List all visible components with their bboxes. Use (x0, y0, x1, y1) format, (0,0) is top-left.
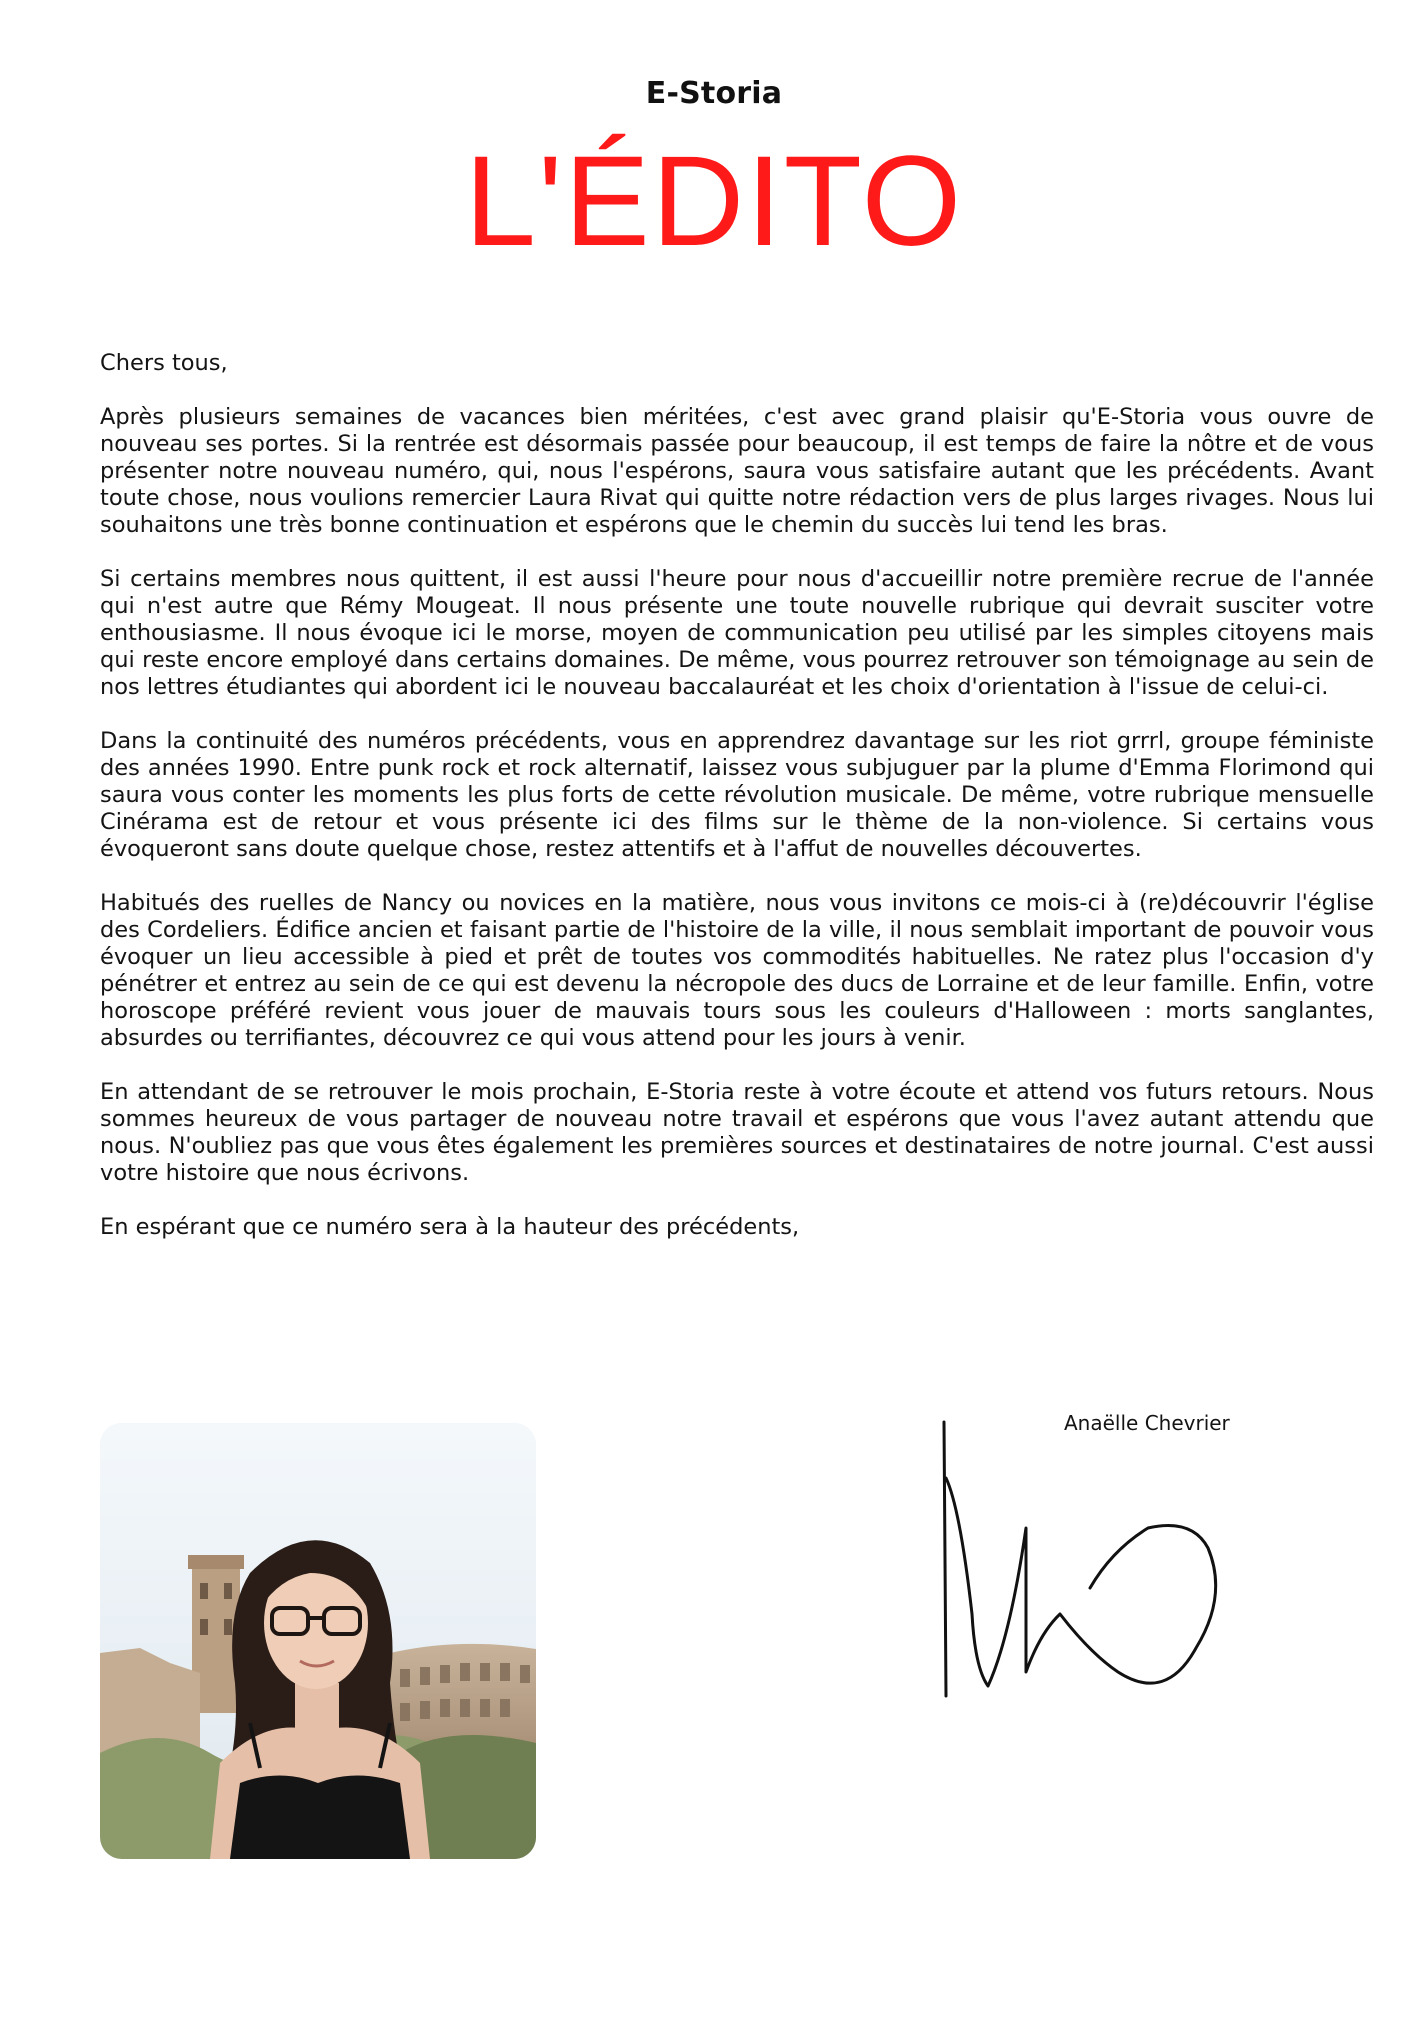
paragraph-5: En attendant de se retrouver le mois prochain, E-Storia reste à votre écoute et attend vos futurs retours. Nous sommes heureux de vous partager de nouveau notre travail et espérons que vous l'avez autant attendu que nous. N'oubliez pas que vous êtes également les premières sources et destinataires de notre journal. C'est aussi votre histoire que nous écrivons. (100, 1079, 1374, 1186)
magazine-brand: E-Storia (645, 76, 783, 111)
author-name: Anaëlle Chevrier (1064, 1411, 1230, 1435)
paragraph-3: Dans la continuité des numéros précédents, vous en apprendrez davantage sur les riot grrrl, groupe féministe des années 1990. Entre punk rock et rock alternatif, laissez vous subjuguer par la plume d'Emma Florimond qui saura vous conter les moments les plus forts de cette révolution musicale. De même, votre rubrique mensuelle Cinérama est de retour et vous présente ici des films sur le thème de la non-violence. Si certains vous évoqueront sans doute quelque chose, restez attentifs et à l'affut de nouvelles découvertes. (100, 728, 1374, 862)
paragraph-2: Si certains membres nous quittent, il est aussi l'heure pour nous d'accueillir notre première recrue de l'année qui n'est autre que Rémy Mougeat. Il nous présente une toute nouvelle rubrique qui devrait susciter votre enthousiasme. Il nous évoque ici le morse, moyen de communication peu utilisé par les simples citoyens mais qui reste encore employé dans certains domaines. De même, vous pourrez retrouver son témoignage au sein de nos lettres étudiantes qui abordent ici le nouveau baccalauréat et les choix d'orientation à l'issue de celui-ci. (100, 566, 1374, 700)
author-photo (100, 1423, 536, 1859)
paragraph-4: Habitués des ruelles de Nancy ou novices en la matière, nous vous invitons ce mois-ci à (re)découvrir l'église des Cordeliers. Édifice ancien et faisant partie de l'histoire de la ville, il nous semblait important de pouvoir vous évoquer un lieu accessible à pied et prêt de toutes vos commodités habituelles. Ne ratez plus l'occasion d'y pénétrer et entrez au sein de ce qui est devenu la nécropole des ducs de Lorraine et de leur famille. Enfin, votre horoscope préféré revient vous jouer de mauvais tours sous les couleurs d'Halloween : morts sanglantes, absurdes ou terrifiantes, découvrez ce qui vous attend pour les jours à venir. (100, 890, 1374, 1051)
closing-line: En espérant que ce numéro sera à la hauteur des précédents, (100, 1214, 800, 1240)
editorial-body (100, 350, 1374, 1241)
handwritten-signature (930, 1418, 1270, 1708)
greeting: Chers tous, (100, 350, 228, 376)
author-portrait-image (100, 1423, 536, 1859)
page-headline: L'ÉDITO (464, 130, 964, 273)
paragraph-1: Après plusieurs semaines de vacances bien méritées, c'est avec grand plaisir qu'E-Storia vous ouvre de nouveau ses portes. Si la rentrée est désormais passée pour beaucoup, il est temps de faire la nôtre et de vous présenter notre nouveau numéro, qui, nous l'espérons, saura vous satisfaire autant que les précédents. Avant toute chose, nous voulions remercier Laura Rivat qui quitte notre rédaction vers de plus larges rivages. Nous lui souhaitons une très bonne continuation et espérons que le chemin du succès lui tend les bras. (100, 404, 1374, 538)
